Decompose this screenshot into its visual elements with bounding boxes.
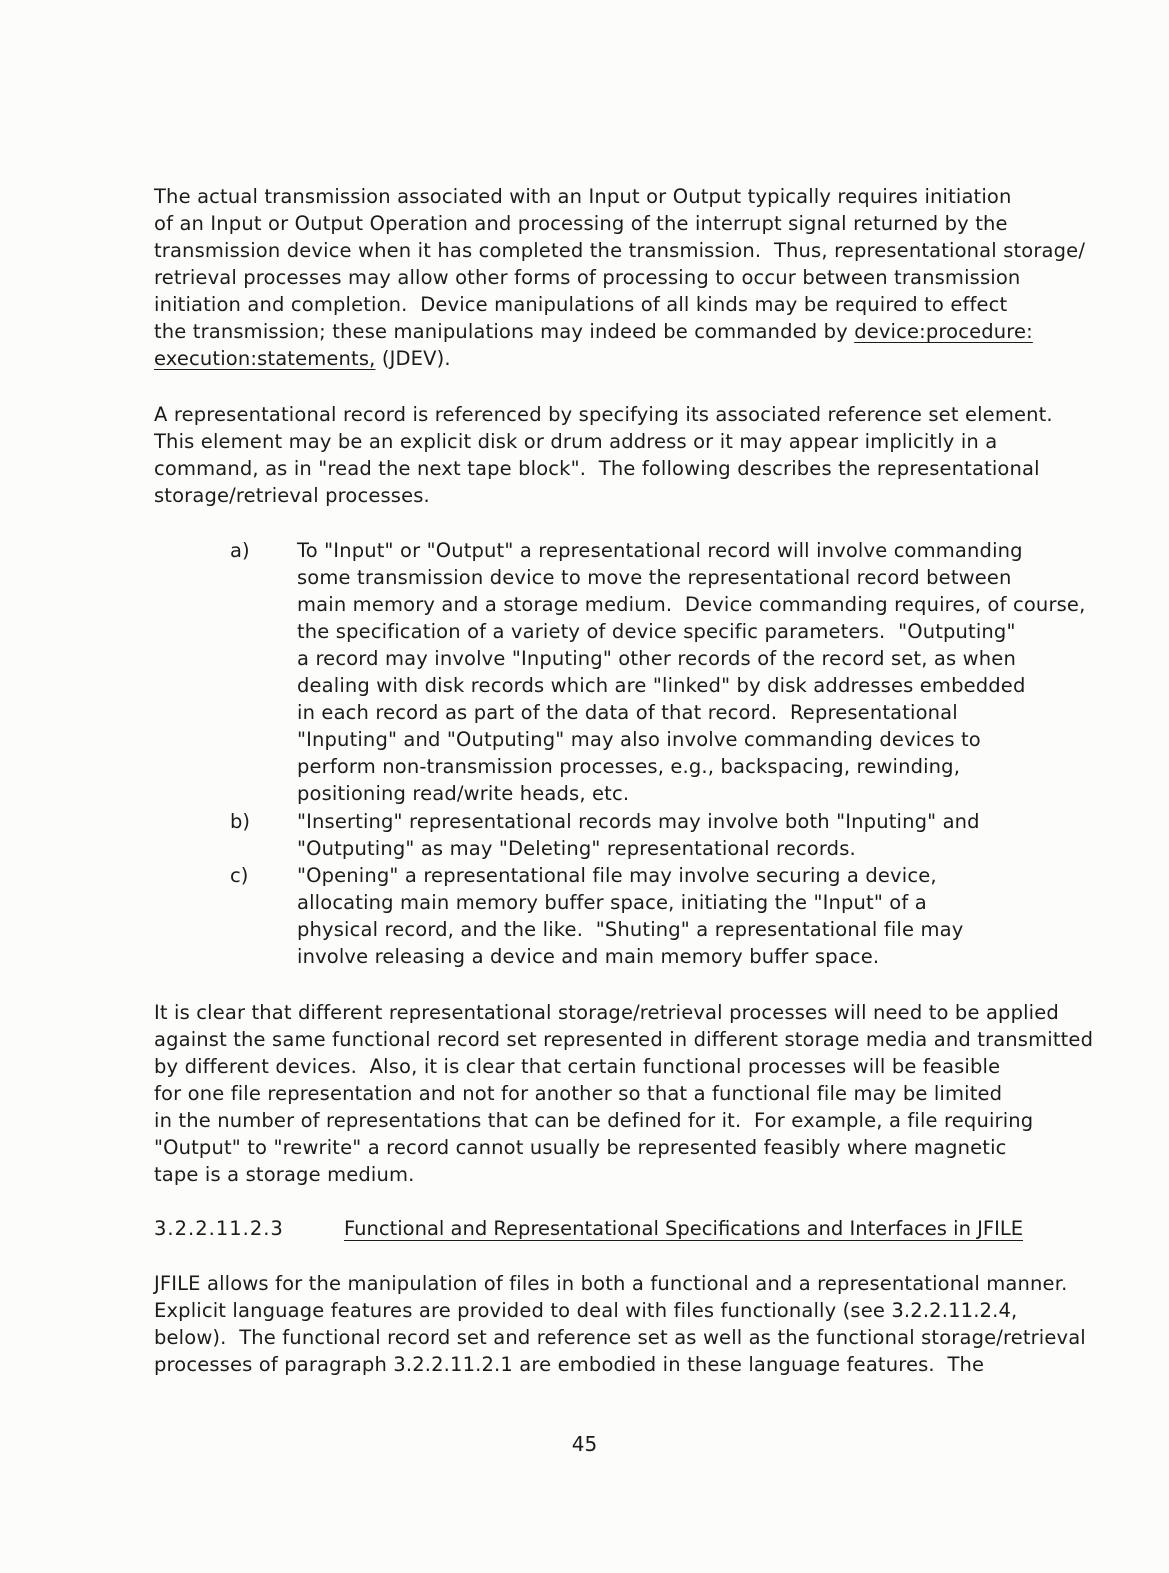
text-line: perform non-transmission processes, e.g., backspacing, rewinding, bbox=[297, 755, 961, 778]
text-line: by different devices. Also, it is clear that certain functional processes will be feasible bbox=[154, 1055, 1001, 1078]
text-line: dealing with disk records which are "linked" by disk addresses embedded bbox=[297, 674, 1026, 697]
underlined-term: execution:statements, bbox=[154, 347, 376, 370]
text-line: "Inputing" and "Outputing" may also involve commanding devices to bbox=[297, 728, 981, 751]
text-line: in the number of representations that can be defined for it. For example, a file requiring bbox=[154, 1109, 1034, 1132]
text-line: allocating main memory buffer space, initiating the "Input" of a bbox=[297, 891, 927, 914]
list-marker: b) bbox=[230, 810, 250, 833]
text-segment: (JDEV). bbox=[375, 347, 451, 370]
text-line: below). The functional record set and reference set as well as the functional storage/retrieval bbox=[154, 1326, 1086, 1349]
text-line: This element may be an explicit disk or drum address or it may appear implicitly in a bbox=[154, 430, 998, 453]
text-line: in each record as part of the data of that record. Representational bbox=[297, 701, 958, 724]
text-line: A representational record is referenced by specifying its associated reference set element. bbox=[154, 403, 1053, 426]
text-line: for one file representation and not for another so that a functional file may be limited bbox=[154, 1082, 1003, 1105]
list-marker: a) bbox=[230, 539, 250, 562]
text-line: of an Input or Output Operation and processing of the interrupt signal returned by the bbox=[154, 212, 1008, 235]
text-line: a record may involve "Inputing" other records of the record set, as when bbox=[297, 647, 1016, 670]
text-line: against the same functional record set represented in different storage media and transmitted bbox=[154, 1028, 1094, 1051]
text-line: storage/retrieval processes. bbox=[154, 484, 430, 507]
text-line: tape is a storage medium. bbox=[154, 1163, 415, 1186]
text-line: positioning read/write heads, etc. bbox=[297, 782, 630, 805]
text-line: involve releasing a device and main memory buffer space. bbox=[297, 945, 880, 968]
text-line: command, as in "read the next tape block". The following describes the representational bbox=[154, 457, 1040, 480]
text-line: some transmission device to move the representational record between bbox=[297, 566, 1012, 589]
section-number: 3.2.2.11.2.3 bbox=[154, 1217, 284, 1240]
text-line: "Inserting" representational records may involve both "Inputing" and bbox=[297, 810, 980, 833]
text-line: the specification of a variety of device specific parameters. "Outputing" bbox=[297, 620, 1016, 643]
text-line: initiation and completion. Device manipulations of all kinds may be required to effect bbox=[154, 293, 1008, 316]
text-line: Explicit language features are provided to deal with files functionally (see 3.2.2.11.2.4, bbox=[154, 1299, 1018, 1322]
text-line: physical record, and the like. "Shuting" a representational file may bbox=[297, 918, 964, 941]
text-line: "Output" to "rewrite" a record cannot usually be represented feasibly where magnetic bbox=[154, 1136, 1007, 1159]
text-line bbox=[154, 318, 1033, 345]
text-line: retrieval processes may allow other forms of processing to occur between transmission bbox=[154, 266, 1021, 289]
text-line: "Outputing" as may "Deleting" representational records. bbox=[297, 837, 856, 860]
section-title: Functional and Representational Specifications and Interfaces in JFILE bbox=[344, 1217, 1024, 1240]
text-line: JFILE allows for the manipulation of files in both a functional and a representational manner. bbox=[154, 1272, 1068, 1295]
text-line: transmission device when it has completed the transmission. Thus, representational storage/ bbox=[154, 239, 1086, 262]
text-line: The actual transmission associated with an Input or Output typically requires initiation bbox=[154, 185, 1012, 208]
text-segment: the transmission; these manipulations may indeed be commanded by bbox=[154, 320, 855, 343]
page-number: 45 bbox=[571, 1432, 598, 1456]
text-line: "Opening" a representational file may involve securing a device, bbox=[297, 864, 937, 887]
underlined-term: device:procedure: bbox=[854, 320, 1033, 343]
text-line: main memory and a storage medium. Device commanding requires, of course, bbox=[297, 593, 1086, 616]
text-line: processes of paragraph 3.2.2.11.2.1 are embodied in these language features. The bbox=[154, 1353, 985, 1376]
list-marker: c) bbox=[230, 864, 249, 887]
text-line bbox=[154, 345, 451, 372]
text-line: To "Input" or "Output" a representational record will involve commanding bbox=[297, 539, 1023, 562]
text-line: It is clear that different representational storage/retrieval processes will need to be applied bbox=[154, 1001, 1059, 1024]
